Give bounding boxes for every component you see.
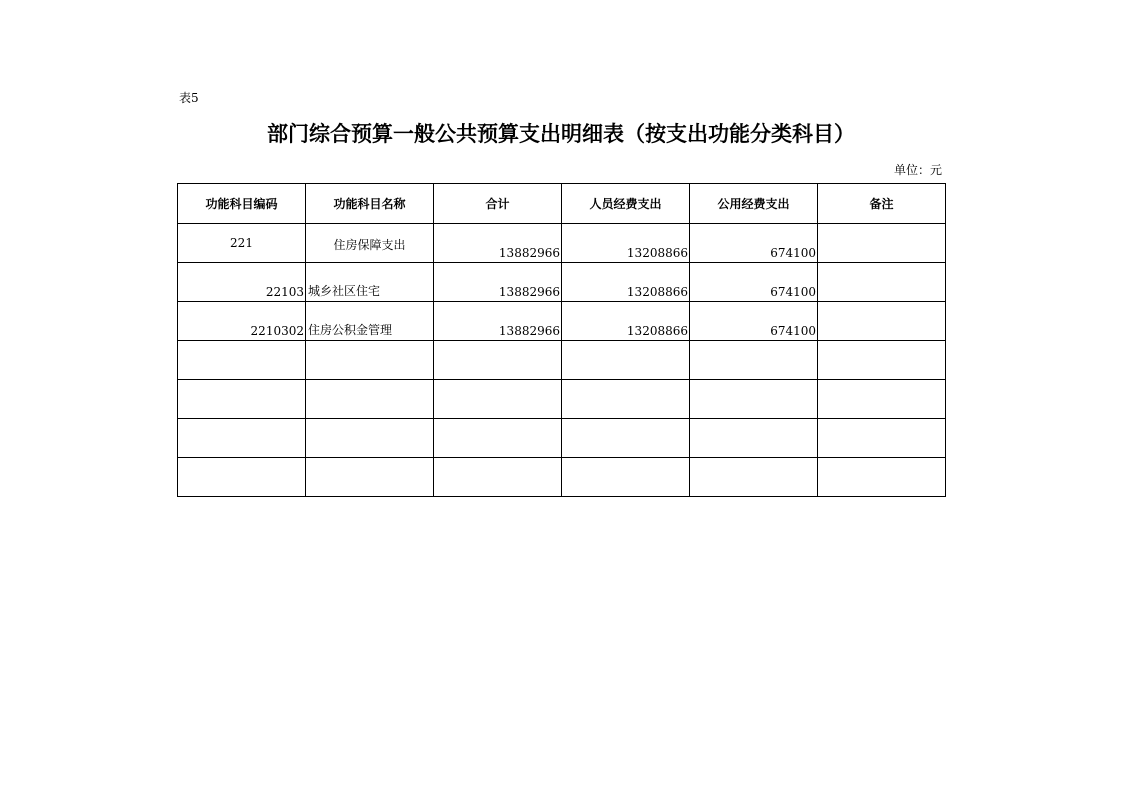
cell-personnel: 13208866 bbox=[562, 263, 690, 302]
cell-code bbox=[178, 419, 306, 458]
cell-remark bbox=[818, 458, 946, 497]
cell-code: 221 bbox=[178, 224, 306, 263]
header-row bbox=[178, 184, 946, 224]
cell-code bbox=[178, 341, 306, 380]
cell-code bbox=[178, 380, 306, 419]
cell-remark bbox=[818, 263, 946, 302]
cell-total: 13882966 bbox=[434, 263, 562, 302]
column-header-name: 功能科目名称 bbox=[306, 184, 434, 224]
cell-code bbox=[178, 458, 306, 497]
cell-total bbox=[434, 380, 562, 419]
table-header bbox=[178, 184, 946, 224]
table-body bbox=[178, 224, 946, 497]
column-header-remark: 备注 bbox=[818, 184, 946, 224]
cell-name: 住房公积金管理 bbox=[306, 302, 434, 341]
cell-total bbox=[434, 341, 562, 380]
cell-personnel: 13208866 bbox=[562, 302, 690, 341]
cell-personnel bbox=[562, 341, 690, 380]
cell-public: 674100 bbox=[690, 263, 818, 302]
cell-public bbox=[690, 419, 818, 458]
cell-personnel bbox=[562, 380, 690, 419]
cell-total bbox=[434, 458, 562, 497]
cell-public bbox=[690, 380, 818, 419]
budget-table bbox=[177, 183, 946, 497]
cell-name: 住房保障支出 bbox=[306, 224, 434, 263]
cell-public: 674100 bbox=[690, 302, 818, 341]
cell-remark bbox=[818, 224, 946, 263]
table-row bbox=[178, 302, 946, 341]
cell-public: 674100 bbox=[690, 224, 818, 263]
cell-name bbox=[306, 341, 434, 380]
cell-total bbox=[434, 419, 562, 458]
cell-name: 城乡社区住宅 bbox=[306, 263, 434, 302]
cell-public bbox=[690, 458, 818, 497]
column-header-total: 合计 bbox=[434, 184, 562, 224]
cell-personnel bbox=[562, 458, 690, 497]
table-number: 表5 bbox=[179, 91, 199, 105]
cell-name bbox=[306, 419, 434, 458]
table-row bbox=[178, 341, 946, 380]
unit-label: 单位：元 bbox=[893, 163, 942, 177]
cell-total: 13882966 bbox=[434, 302, 562, 341]
cell-personnel: 13208866 bbox=[562, 224, 690, 263]
cell-remark bbox=[818, 380, 946, 419]
cell-name bbox=[306, 458, 434, 497]
cell-remark bbox=[818, 419, 946, 458]
cell-personnel bbox=[562, 419, 690, 458]
column-header-personnel: 人员经费支出 bbox=[562, 184, 690, 224]
table-row bbox=[178, 419, 946, 458]
cell-public bbox=[690, 341, 818, 380]
table-row bbox=[178, 380, 946, 419]
table-row bbox=[178, 263, 946, 302]
cell-remark bbox=[818, 341, 946, 380]
cell-code: 2210302 bbox=[178, 302, 306, 341]
cell-name bbox=[306, 380, 434, 419]
column-header-code: 功能科目编码 bbox=[178, 184, 306, 224]
cell-code: 22103 bbox=[178, 263, 306, 302]
table-row bbox=[178, 224, 946, 263]
column-header-public: 公用经费支出 bbox=[690, 184, 818, 224]
cell-remark bbox=[818, 302, 946, 341]
table-row bbox=[178, 458, 946, 497]
page-title: 部门综合预算一般公共预算支出明细表（按支出功能分类科目） bbox=[267, 122, 855, 146]
cell-total: 13882966 bbox=[434, 224, 562, 263]
